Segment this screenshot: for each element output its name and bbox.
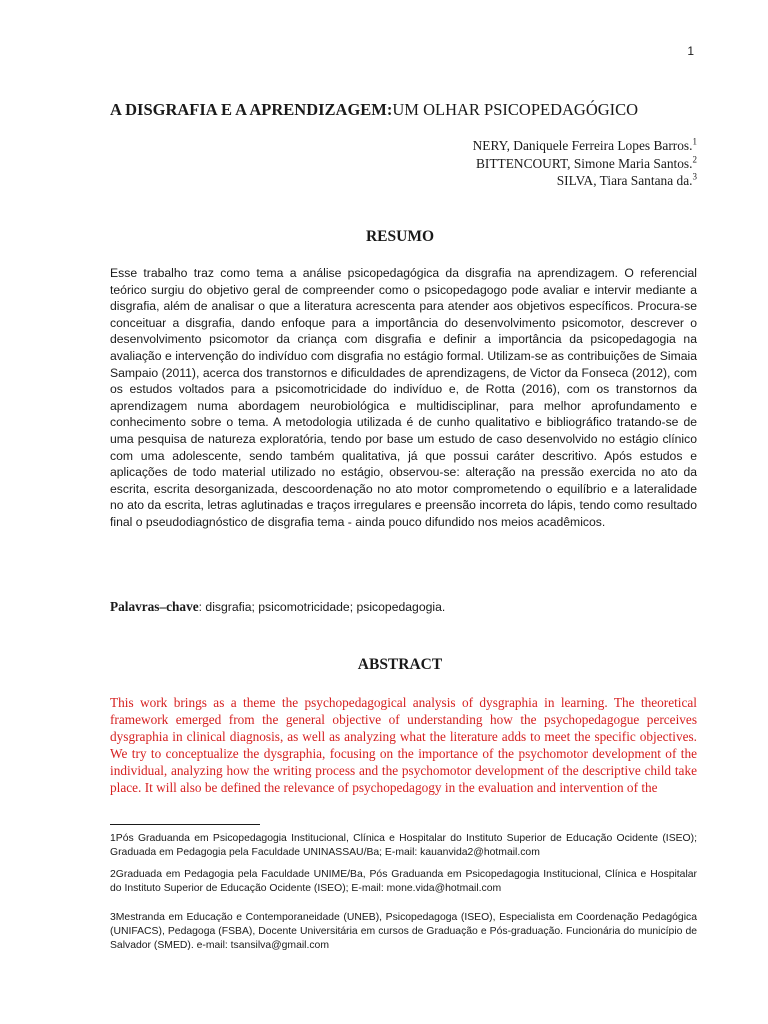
footnote-mark: 2	[692, 154, 697, 165]
footnote-2: 2Graduada em Pedagogia pela Faculdade UNIME/Ba, Pós Graduanda em Psicopedagogia Institucional, Clínica e Hospitalar do Instituto Superior de Educação Ocidente (ISEO); E-mail: mone.vida@hotmail.com	[110, 869, 697, 895]
author-name: SILVA, Tiara Santana da.	[556, 173, 693, 188]
author-name: NERY, Daniquele Ferreira Lopes Barros.	[472, 138, 693, 153]
author-3	[473, 172, 697, 190]
paper-title	[110, 100, 710, 120]
footnote-mark: 1	[692, 136, 697, 147]
footnote-1: 1Pós Graduanda em Psicopedagogia Institucional, Clínica e Hospitalar do Instituto Superior de Educação Ocidente (ISEO); Graduada em Pedagogia pela Faculdade UNINASSAU/Ba; E-mail: kauanvida2@hotmail.com	[110, 833, 697, 859]
paper-title-tail: UM OLHAR PSICOPEDAGÓGICO	[392, 100, 639, 119]
resumo-heading: RESUMO	[365, 228, 435, 245]
abstract-heading: ABSTRACT	[357, 656, 443, 673]
page-number: 1	[687, 44, 694, 58]
footnote-3: 3Mestranda em Educação e Contemporaneidade (UNEB), Psicopedagoga (ISEO), Especialista em Coordenação Pedagógica (UNIFACS), Pedagoga (FSBA), Docente Universitária em cursos de Graduação e Pós-graduação. Funcionária do município de Salvador (SMED). e-mail: tsansilva@gmail.com	[110, 912, 697, 952]
author-name: BITTENCOURT, Simone Maria Santos.	[475, 155, 693, 171]
keywords-text: : disgrafia; psicomotricidade; psicopedagogia.	[198, 600, 446, 614]
footnote-divider	[110, 824, 260, 825]
keywords-label: Palavras–chave	[110, 599, 199, 614]
footnote-mark: 3	[692, 171, 697, 182]
author-list	[473, 137, 697, 190]
author-1	[473, 137, 697, 155]
abstract-text: This work brings as a theme the psychopedagogical analysis of dysgraphia in learning. The theoretical framework emerged from the general objective of understanding how the psychopedagogue perceives dysgraphia in clinical diagnosis, as well as analyzing what the literature adds to meet the specific objectives. We try to conceptualize the dysgraphia, focusing on the importance of the psychomotor development of the individual, analyzing how the writing process and the psychomotor development of the descriptive child take place. It will also be defined the relevance of psychopedagogy in the evaluation and intervention of the	[110, 695, 697, 796]
keywords	[110, 599, 697, 615]
resumo-text: Esse trabalho traz como tema a análise psicopedagógica da disgrafia na aprendizagem. O referencial teórico surgiu do objetivo geral de compreender como o psicopedagogo pode avaliar e intervir mediante a disgrafia, além de analisar o que a literatura acrescenta para atender aos objetivos específicos. Procura-se conceituar a disgrafia, dando enfoque para a importância do desenvolvimento psicomotor, descrever o desenvolvimento psicomotor da criança com disgrafia e definir a importância da psicopedagogia na avaliação e intervenção do indivíduo com disgrafia no estágio formal. Utilizam-se as contribuições de Simaia Sampaio (2011), acerca dos transtornos e dificuldades de aprendizagens, de Victor da Fonseca (2012), com os estudos voltados para a psicomotricidade do indivíduo e, de Rotta (2016), com os transtornos da aprendizagem numa abordagem neurobiológica e multidisciplinar, para melhor aprofundamento e conhecimento sobre o tema. A metodologia utilizada é de cunho qualitativo e bibliográfico tratando-se de uma pesquisa de natureza exploratória, tendo por base um estudo de caso desenvolvido no estágio clínico com uma adolescente, sendo também qualitativa, já que possui caráter descritivo. Após estudos e aplicações de todo material utilizado no estágio, observou-se: alteração na pressão exercida no ato da escrita, escrita desorganizada, descoordenação no ato motor comprometendo o equilíbrio e a lateralidade no ato da escrita, letras aglutinadas e traços irregulares e preensão incorreta do lápis, tendo como resultado final o pseudodiagnóstico de disgrafia tema - ainda pouco difundido nos meios acadêmicos.	[110, 266, 697, 529]
paper-title-main: A DISGRAFIA E A APRENDIZAGEM:	[110, 100, 393, 119]
author-2	[473, 155, 697, 173]
